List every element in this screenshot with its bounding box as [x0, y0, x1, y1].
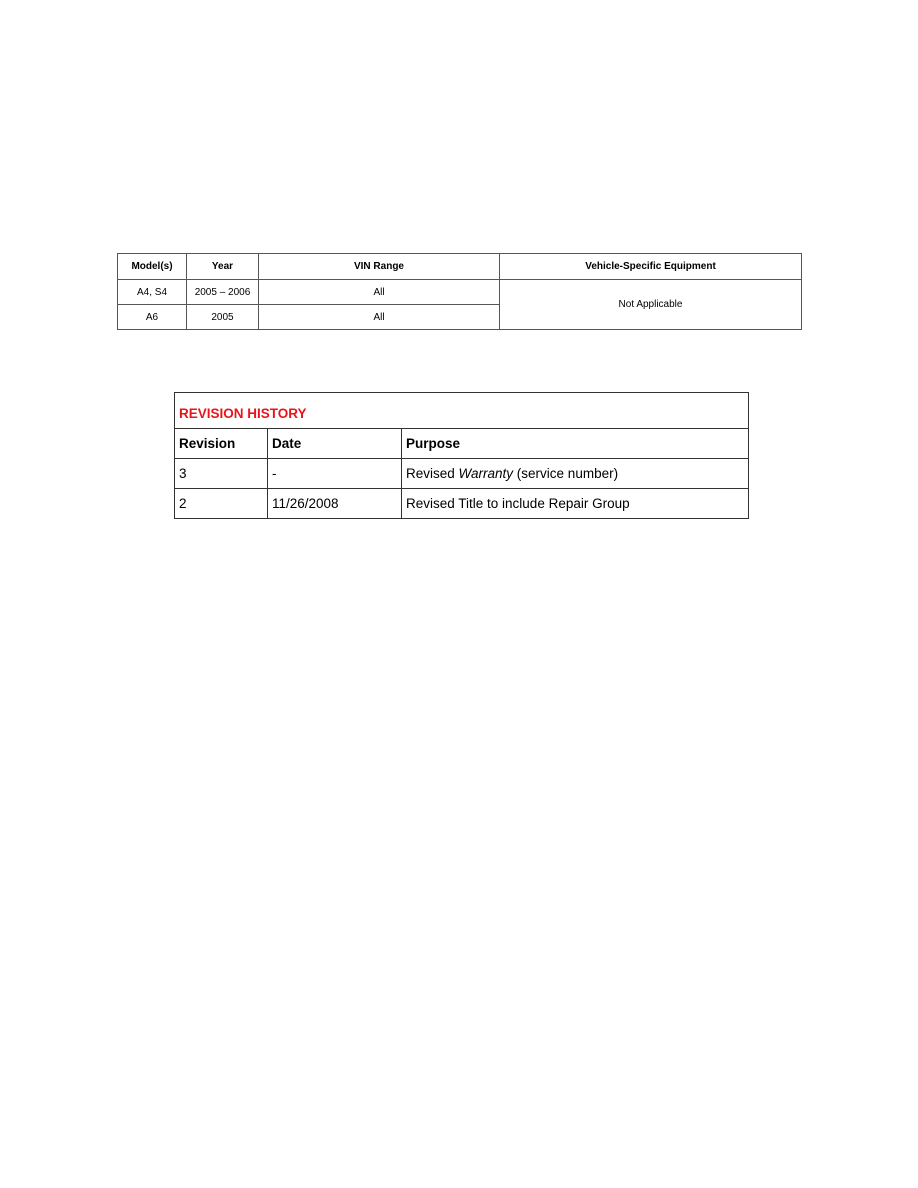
purpose-emphasis: Warranty [458, 466, 514, 481]
header-models: Model(s) [118, 254, 187, 280]
cell-vin-range: All [259, 305, 500, 330]
cell-equipment: Not Applicable [500, 280, 802, 330]
cell-date: - [268, 459, 402, 489]
header-revision: Revision [175, 429, 268, 459]
cell-models: A6 [118, 305, 187, 330]
cell-year: 2005 – 2006 [187, 280, 259, 305]
table-row [175, 459, 749, 489]
table-row [175, 489, 749, 519]
cell-purpose [402, 459, 749, 489]
revision-header-row [175, 429, 749, 459]
purpose-suffix: (service number) [513, 466, 619, 481]
table-row [118, 280, 802, 305]
purpose-prefix: Revised [406, 466, 459, 481]
revision-history-title: REVISION HISTORY [175, 393, 749, 429]
header-purpose: Purpose [402, 429, 749, 459]
cell-models: A4, S4 [118, 280, 187, 305]
cell-revision: 3 [175, 459, 268, 489]
revision-history-table [174, 392, 749, 519]
cell-year: 2005 [187, 305, 259, 330]
cell-date: 11/26/2008 [268, 489, 402, 519]
header-vin-range: VIN Range [259, 254, 500, 280]
header-year: Year [187, 254, 259, 280]
vehicle-table-header-row [118, 254, 802, 280]
header-equipment: Vehicle-Specific Equipment [500, 254, 802, 280]
cell-revision: 2 [175, 489, 268, 519]
cell-purpose: Revised Title to include Repair Group [402, 489, 749, 519]
header-date: Date [268, 429, 402, 459]
cell-vin-range: All [259, 280, 500, 305]
vehicle-applicability-table [117, 253, 802, 330]
revision-title-row [175, 393, 749, 429]
